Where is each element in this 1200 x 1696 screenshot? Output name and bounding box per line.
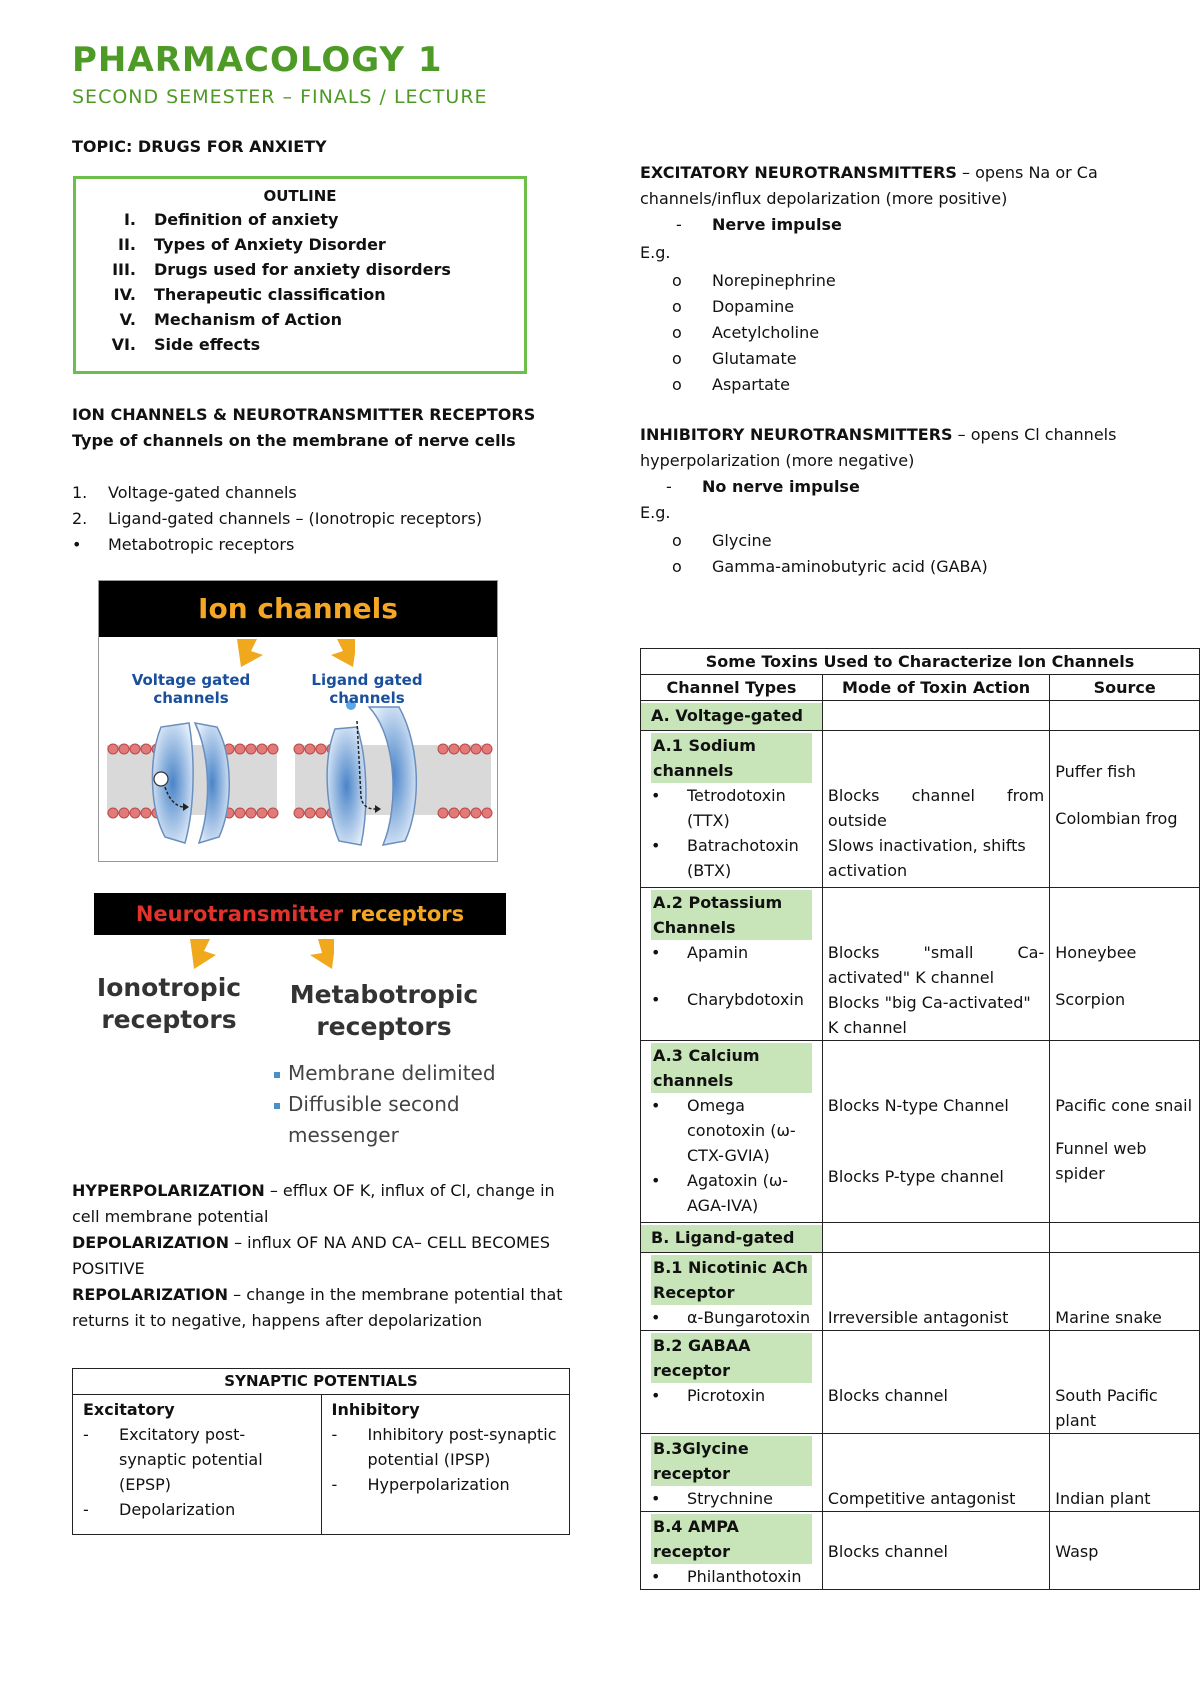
action-text: Blocks channel — [827, 1542, 948, 1561]
dash-marker: - — [666, 477, 672, 496]
list-item — [72, 506, 482, 532]
channel-cell — [641, 731, 823, 888]
list-item — [83, 1497, 311, 1522]
synaptic-caption: SYNAPTIC POTENTIALS — [73, 1369, 570, 1395]
action-text: Irreversible antagonist — [827, 1308, 1009, 1327]
list-item — [640, 554, 1160, 580]
example-text: Dopamine — [712, 297, 795, 316]
group-a-label: A. Voltage-gated — [641, 703, 822, 730]
list-item — [640, 372, 1160, 398]
list-item — [651, 1093, 822, 1168]
neurotransmitter-receptors-figure — [94, 893, 506, 1163]
outline-item — [86, 332, 514, 357]
bullet-marker: • — [651, 943, 661, 962]
definitions-block — [72, 1178, 572, 1334]
bullet-square-icon — [274, 1103, 280, 1109]
bullet-marker: • — [651, 1171, 661, 1190]
list-text: Metabotropic receptors — [108, 535, 295, 554]
source-text: Pacific cone snail — [1055, 1096, 1193, 1115]
document-title: PHARMACOLOGY 1 — [72, 40, 443, 80]
outline-num: IV. — [113, 285, 136, 304]
action-text: Slows inactivation, shifts activation — [827, 836, 1026, 880]
outline-text: Definition of anxiety — [154, 210, 339, 229]
list-marker: • — [72, 535, 82, 554]
excitatory-nt-term: EXCITATORY NEUROTRANSMITTERS — [640, 163, 957, 182]
nt-title-rest: receptors — [343, 902, 465, 926]
voltage-gated-label: Voltage gated channels — [131, 671, 251, 707]
outline-item — [86, 207, 514, 232]
bullet-marker: • — [651, 1386, 661, 1405]
empty-cell — [1050, 701, 1200, 731]
hyperpolarization-def — [72, 1178, 572, 1230]
bullet-o: o — [672, 531, 682, 550]
list-item — [640, 528, 1160, 554]
bullet-o: o — [672, 349, 682, 368]
dash-marker: - — [331, 1475, 338, 1494]
group-cell — [641, 701, 823, 731]
source-cell — [1050, 1512, 1200, 1590]
arrow-icon — [310, 939, 334, 969]
bullet-marker: • — [651, 990, 661, 1009]
empty-cell — [822, 1223, 1049, 1253]
table-row — [641, 1253, 1200, 1331]
subgroup-title: A.1 Sodium channels — [651, 733, 812, 783]
ion-section-subheading: Type of channels on the membrane of nerve cells — [72, 431, 516, 450]
document-subtitle: SECOND SEMESTER – FINALS / LECTURE — [72, 86, 488, 108]
list-item — [651, 1383, 822, 1408]
outline-box — [73, 176, 527, 374]
list-item — [640, 268, 1160, 294]
outline-heading: OUTLINE — [263, 187, 337, 205]
inhibitory-item1: Inhibitory post-synaptic potential (IPSP) — [367, 1425, 557, 1469]
list-item — [651, 1486, 822, 1511]
action-cell — [822, 1041, 1049, 1223]
outline-text: Types of Anxiety Disorder — [154, 235, 386, 254]
table-row — [73, 1395, 570, 1535]
ion-channels-figure — [98, 580, 498, 862]
metabotropic-bullets — [274, 1058, 496, 1151]
action-cell — [822, 888, 1049, 1041]
channel-cell — [641, 1512, 823, 1590]
empty-cell — [822, 701, 1049, 731]
inhibitory-cell — [321, 1395, 570, 1535]
bullet-o: o — [672, 297, 682, 316]
example-text: Norepinephrine — [712, 271, 836, 290]
nt-title-red: Neurotransmitter — [135, 902, 344, 926]
hyperpolarization-term: HYPERPOLARIZATION — [72, 1181, 265, 1200]
list-item — [640, 346, 1160, 372]
table-row — [641, 1041, 1200, 1223]
bullet-o: o — [672, 375, 682, 394]
toxin-name: Tetrodotoxin (TTX) — [687, 786, 786, 830]
hyperpolarization-text: – efflux OF K, influx of Cl, change in cell membrane potential — [72, 1181, 555, 1226]
bullet-o: o — [672, 323, 682, 342]
source-text: Honeybee — [1055, 943, 1137, 962]
arrow-icon — [190, 939, 216, 969]
channel-type-list — [72, 480, 482, 558]
group-b-label: B. Ligand-gated — [641, 1225, 822, 1252]
outline-num: I. — [123, 210, 136, 229]
list-item — [651, 987, 822, 1012]
table-row — [641, 888, 1200, 1041]
bullet-text: Membrane delimited — [288, 1061, 496, 1085]
ion-section-heading: ION CHANNELS & NEUROTRANSMITTER RECEPTORS — [72, 405, 536, 424]
metabotropic-line1: Metabotropic — [289, 980, 479, 1009]
example-text: Aspartate — [712, 375, 791, 394]
dash-marker: - — [83, 1500, 89, 1519]
toxin-name: Strychnine — [687, 1489, 773, 1508]
group-cell — [641, 1223, 823, 1253]
action-text: Blocks channel from outside — [827, 786, 1045, 830]
table-row — [73, 1369, 570, 1395]
synaptic-potentials-table — [72, 1368, 570, 1535]
toxin-name: α-Bungarotoxin — [687, 1308, 811, 1327]
subgroup-title: B.1 Nicotinic ACh Receptor — [651, 1255, 812, 1305]
table-row — [641, 1512, 1200, 1590]
toxins-table — [640, 648, 1200, 1590]
list-marker: 1. — [72, 483, 88, 502]
ligand-gated-label: Ligand gated channels — [311, 671, 423, 707]
list-text: Ligand-gated channels – (Ionotropic receptors) — [108, 509, 483, 528]
bullet-diffusible — [274, 1089, 496, 1120]
list-item — [640, 320, 1160, 346]
toxin-name: Batrachotoxin (BTX) — [687, 836, 799, 880]
toxin-name: Agatoxin (ω-AGA-IVA) — [687, 1171, 789, 1215]
action-cell — [822, 1434, 1049, 1512]
channel-cell — [641, 1331, 823, 1434]
excitatory-cell — [73, 1395, 322, 1535]
inhibitory-nt-bullet: No nerve impulse — [702, 477, 860, 496]
outline-item — [86, 282, 514, 307]
inhibitory-nt-text: – opens Cl channels hyperpolarization (more negative) — [640, 425, 1117, 470]
ionotropic-label — [94, 972, 244, 1036]
source-text: South Pacific plant — [1055, 1386, 1158, 1430]
excitatory-item1: Excitatory post-synaptic potential (EPSP) — [119, 1425, 263, 1494]
column-header: Source — [1050, 675, 1200, 701]
list-item — [651, 1564, 822, 1589]
bullet-marker: • — [651, 1096, 661, 1115]
bullet-diffusible-cont: messenger — [288, 1123, 399, 1147]
empty-cell — [1050, 1223, 1200, 1253]
depolarization-def — [72, 1230, 572, 1282]
ionotropic-line2: receptors — [101, 1005, 237, 1034]
topic-heading: TOPIC: DRUGS FOR ANXIETY — [72, 137, 327, 156]
list-item — [332, 1472, 560, 1497]
excitatory-nt-def — [640, 160, 1160, 212]
example-text: Glutamate — [712, 349, 797, 368]
bullet-membrane-delimited — [274, 1058, 496, 1089]
metabotropic-line2: receptors — [316, 1012, 452, 1041]
table-row — [641, 1223, 1200, 1253]
arrow-icon — [237, 639, 263, 667]
channel-cell — [641, 1434, 823, 1512]
toxins-caption: Some Toxins Used to Characterize Ion Channels — [641, 649, 1200, 675]
outline-text: Side effects — [154, 335, 261, 354]
list-marker: 2. — [72, 509, 88, 528]
eg-label: E.g. — [640, 243, 671, 262]
column-header: Mode of Toxin Action — [822, 675, 1049, 701]
excitatory-nt-bullet: Nerve impulse — [712, 215, 842, 234]
nt-figure-title — [94, 893, 506, 935]
channel-cell — [641, 1253, 823, 1331]
source-cell — [1050, 888, 1200, 1041]
bullet-o: o — [672, 271, 682, 290]
toxin-name: Picrotoxin — [687, 1386, 766, 1405]
table-row — [641, 1434, 1200, 1512]
voltage-gated-membrane — [107, 723, 278, 843]
toxin-name: Apamin — [687, 943, 749, 962]
bullet-marker: • — [651, 1489, 661, 1508]
inhibitory-nt-def — [640, 422, 1160, 474]
repolarization-def — [72, 1282, 572, 1334]
source-text: Scorpion — [1055, 990, 1126, 1009]
bullet-square-icon — [274, 1072, 280, 1078]
action-cell — [822, 1331, 1049, 1434]
action-cell — [822, 731, 1049, 888]
source-cell — [1050, 1041, 1200, 1223]
inhibitory-head: Inhibitory — [331, 1400, 420, 1419]
arrow-icon — [331, 639, 355, 667]
list-item — [332, 1422, 560, 1472]
table-row — [641, 1331, 1200, 1434]
subgroup-title: B.3Glycine receptor — [651, 1436, 812, 1486]
list-item — [640, 212, 1160, 238]
outline-num: VI. — [111, 335, 136, 354]
table-header-row — [641, 675, 1200, 701]
outline-item — [86, 307, 514, 332]
source-cell — [1050, 1253, 1200, 1331]
eg-label: E.g. — [640, 503, 671, 522]
list-text: Voltage-gated channels — [108, 483, 297, 502]
list-item — [651, 833, 822, 883]
subgroup-title: B.2 GABAA receptor — [651, 1333, 812, 1383]
ion-section — [72, 402, 535, 454]
source-text: Puffer fish — [1055, 762, 1136, 781]
outline-item — [86, 232, 514, 257]
dash-marker: - — [83, 1425, 89, 1444]
source-cell — [1050, 731, 1200, 888]
list-item — [651, 1168, 822, 1218]
channel-cell — [641, 888, 823, 1041]
outline-num: II. — [118, 235, 136, 254]
bullet-marker: • — [651, 786, 661, 805]
repolarization-text: – change in the membrane potential that returns it to negative, happens after depolarization — [72, 1285, 563, 1330]
bullet-marker: • — [651, 1567, 661, 1586]
action-text: Blocks "small Ca-activated" K channel — [827, 943, 1045, 987]
channel-cell — [641, 1041, 823, 1223]
action-cell — [822, 1253, 1049, 1331]
source-text: Marine snake — [1055, 1308, 1162, 1327]
source-cell — [1050, 1331, 1200, 1434]
bullet-text: Diffusible second — [288, 1092, 460, 1116]
table-row — [641, 649, 1200, 675]
bullet-o: o — [672, 557, 682, 576]
list-item — [72, 480, 482, 506]
action-text: Blocks channel — [827, 1386, 948, 1405]
excitatory-item2: Depolarization — [119, 1500, 236, 1519]
outline-num: III. — [112, 260, 136, 279]
toxin-name: Philanthotoxin — [687, 1567, 802, 1586]
action-text: Blocks N-type Channel — [827, 1096, 1009, 1115]
ligand-gated-membrane — [294, 700, 492, 845]
source-text: Funnel web spider — [1055, 1139, 1147, 1183]
action-text: Blocks "big Ca-activated" K channel — [827, 993, 1031, 1037]
excitatory-head: Excitatory — [83, 1400, 175, 1419]
list-item — [640, 474, 1160, 500]
list-item — [651, 940, 822, 965]
dash-marker: - — [676, 215, 682, 234]
neurotransmitters-section — [640, 160, 1160, 580]
bullet-marker: • — [651, 836, 661, 855]
example-text: Gamma-aminobutyric acid (GABA) — [712, 557, 988, 576]
dash-marker: - — [331, 1425, 338, 1444]
list-item — [72, 532, 482, 558]
table-row — [641, 731, 1200, 888]
toxin-name: Charybdotoxin — [687, 990, 804, 1009]
source-text: Wasp — [1055, 1542, 1099, 1561]
inhibitory-nt-term: INHIBITORY NEUROTRANSMITTERS — [640, 425, 953, 444]
outline-item — [86, 257, 514, 282]
column-header: Channel Types — [641, 675, 823, 701]
nt-arrows — [94, 935, 506, 975]
outline-text: Mechanism of Action — [154, 310, 342, 329]
action-text: Competitive antagonist — [827, 1489, 1016, 1508]
subgroup-title: A.2 Potassium Channels — [651, 890, 812, 940]
depolarization-text: – influx OF NA AND CA– CELL BECOMES POSITIVE — [72, 1233, 551, 1278]
list-item — [651, 783, 822, 833]
table-row — [641, 701, 1200, 731]
list-item — [83, 1422, 311, 1497]
ionotropic-line1: Ionotropic — [96, 973, 242, 1002]
subgroup-title: A.3 Calcium channels — [651, 1043, 812, 1093]
inhibitory-item2: Hyperpolarization — [367, 1475, 510, 1494]
action-cell — [822, 1512, 1049, 1590]
ion-channels-figure-title: Ion channels — [99, 581, 497, 637]
outline-text: Therapeutic classification — [154, 285, 386, 304]
repolarization-term: REPOLARIZATION — [72, 1285, 229, 1304]
subgroup-title: B.4 AMPA receptor — [651, 1514, 812, 1564]
outline-text: Drugs used for anxiety disorders — [154, 260, 451, 279]
list-item — [640, 294, 1160, 320]
outline-num: V. — [119, 310, 136, 329]
source-cell — [1050, 1434, 1200, 1512]
bullet-marker: • — [651, 1308, 661, 1327]
source-text: Indian plant — [1055, 1489, 1151, 1508]
source-text: Colombian frog — [1055, 809, 1178, 828]
action-text: Blocks P-type channel — [827, 1167, 1004, 1186]
excitatory-nt-text: – opens Na or Ca channels/influx depolarization (more positive) — [640, 163, 1098, 208]
example-text: Acetylcholine — [712, 323, 820, 342]
example-text: Glycine — [712, 531, 772, 550]
toxin-name: Omega conotoxin (ω-CTX-GVIA) — [687, 1096, 796, 1165]
list-item — [651, 1305, 822, 1330]
depolarization-term: DEPOLARIZATION — [72, 1233, 229, 1252]
metabotropic-label — [284, 979, 484, 1043]
